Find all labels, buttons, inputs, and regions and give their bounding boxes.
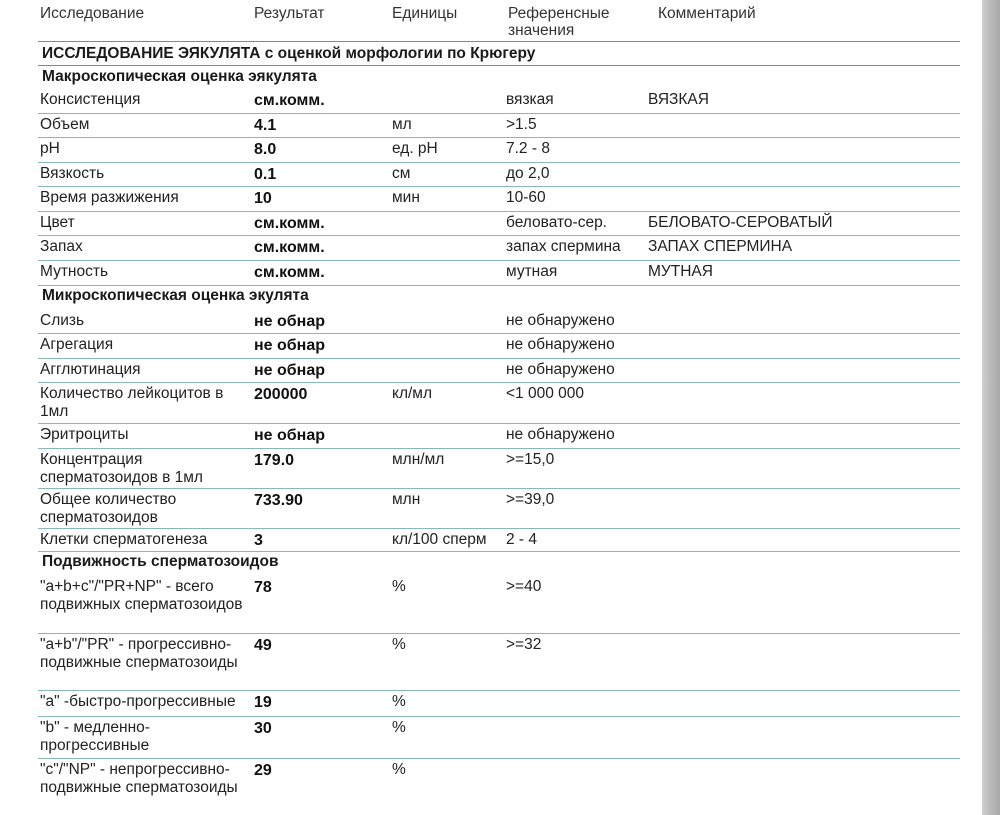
row-test-name: Концентрация сперматозоидов в 1мл [40,451,203,486]
row-test-name: Запах [40,238,83,255]
header-ref-line1: Референсные [508,5,610,22]
row-test-name: Цвет [40,214,75,231]
row-reference: >=15,0 [506,451,555,468]
row-test-name: Слизь [40,312,85,329]
row-units: кл/мл [392,385,433,402]
row-test-name: Вязкость [40,165,105,182]
report-title: ИССЛЕДОВАНИЕ ЭЯКУЛЯТА с оценкой морфологии по Крюгеру [42,45,536,62]
row-units: % [392,719,406,736]
row-reference: мутная [506,263,558,280]
row-result: 49 [254,637,272,654]
row-divider [38,186,960,187]
row-divider [38,235,960,236]
row-divider [38,448,960,449]
row-divider [38,716,960,717]
row-result: не обнар [254,337,325,354]
row-comment: БЕЛОВАТО-СЕРОВАТЫЙ [648,214,833,231]
row-test-name: Клетки сперматогенеза [40,531,208,548]
row-test-name: "a" -быстро-прогрессивные [40,693,236,710]
row-test-name: Время разжижения [40,189,179,206]
row-reference: 2 - 4 [506,531,538,548]
row-units: % [392,761,406,778]
row-divider [38,690,960,691]
row-result: 200000 [254,386,308,403]
header-comment: Комментарий [658,5,756,22]
row-result: см.комм. [254,239,325,256]
row-divider [38,551,960,552]
row-test-name: Консистенция [40,91,141,108]
row-reference: <1 000 000 [506,385,585,402]
row-result: 8.0 [254,141,277,158]
row-test-name: Количество лейкоцитов в 1мл [40,385,224,420]
page-edge [982,0,1000,815]
header-units: Единицы [392,5,458,22]
title-divider [38,65,960,66]
row-comment: МУТНАЯ [648,263,713,280]
row-divider [38,488,960,489]
row-test-name: Агрегация [40,336,114,353]
section-title: Микроскопическая оценка экулята [42,287,309,304]
row-divider [38,358,960,359]
row-result: не обнар [254,362,325,379]
row-divider [38,260,960,261]
row-reference: >1.5 [506,116,537,133]
row-test-name: "b" - медленно-прогрессивные [40,719,150,754]
row-result: 78 [254,579,272,596]
row-test-name: Агглютинация [40,361,141,378]
row-divider [38,211,960,212]
row-result: см.комм. [254,264,325,281]
row-result: 733.90 [254,492,303,509]
row-result: 29 [254,762,272,779]
row-reference: не обнаружено [506,426,615,443]
row-result: 4.1 [254,117,277,134]
row-test-name: Мутность [40,263,109,280]
header-divider [38,41,960,42]
header-ref-line2: значения [508,22,575,39]
row-units: см [392,165,411,182]
row-test-name: Эритроциты [40,426,129,443]
row-result: 30 [254,720,272,737]
row-divider [38,382,960,383]
row-units: кл/100 сперм [392,531,487,548]
row-units: мин [392,189,420,206]
row-divider [38,333,960,334]
row-reference: вязкая [506,91,554,108]
row-reference: не обнаружено [506,361,615,378]
row-reference: беловато-сер. [506,214,607,231]
header-test: Исследование [40,5,145,22]
row-reference: >=32 [506,636,542,653]
row-result: 10 [254,190,272,207]
row-reference: запах спермина [506,238,621,255]
row-test-name: Общее количество сперматозоидов [40,491,177,526]
row-units: % [392,636,406,653]
row-reference: 10-60 [506,189,546,206]
row-result: не обнар [254,313,325,330]
row-divider [38,758,960,759]
row-divider [38,285,960,286]
row-result: 0.1 [254,166,277,183]
row-divider [38,423,960,424]
row-result: см.комм. [254,92,325,109]
row-reference: не обнаружено [506,312,615,329]
row-divider [38,137,960,138]
row-test-name: "c"/"NP" - непрогрессивно-подвижные сперматозоиды [40,761,238,796]
section-title: Макроскопическая оценка эякулята [42,68,317,85]
row-reference: 7.2 - 8 [506,140,550,157]
row-result: см.комм. [254,215,325,232]
row-reference: не обнаружено [506,336,615,353]
row-units: % [392,578,406,595]
row-units: мл [392,116,412,133]
row-units: млн [392,491,421,508]
row-result: не обнар [254,427,325,444]
row-result: 3 [254,532,263,549]
row-divider [38,162,960,163]
row-reference: >=39,0 [506,491,555,508]
row-reference: >=40 [506,578,542,595]
row-test-name: pH [40,140,60,157]
section-title: Подвижность сперматозоидов [42,553,279,570]
row-result: 19 [254,694,272,711]
header-ref [508,5,610,39]
row-reference: до 2,0 [506,165,550,182]
row-comment: ВЯЗКАЯ [648,91,709,108]
row-test-name: "a+b"/"PR" - прогрессивно-подвижные сперматозоиды [40,636,238,671]
row-result: 179.0 [254,452,295,469]
table-header [0,0,960,41]
row-units: ед. pH [392,140,438,157]
row-units: % [392,693,406,710]
row-divider [38,113,960,114]
row-divider [38,528,960,529]
row-divider [38,633,960,634]
header-result: Результат [254,5,325,22]
row-comment: ЗАПАХ СПЕРМИНА [648,238,793,255]
row-test-name: Объем [40,116,90,133]
row-test-name: "a+b+c"/"PR+NP" - всего подвижных сперматозоидов [40,578,243,613]
row-units: млн/мл [392,451,445,468]
